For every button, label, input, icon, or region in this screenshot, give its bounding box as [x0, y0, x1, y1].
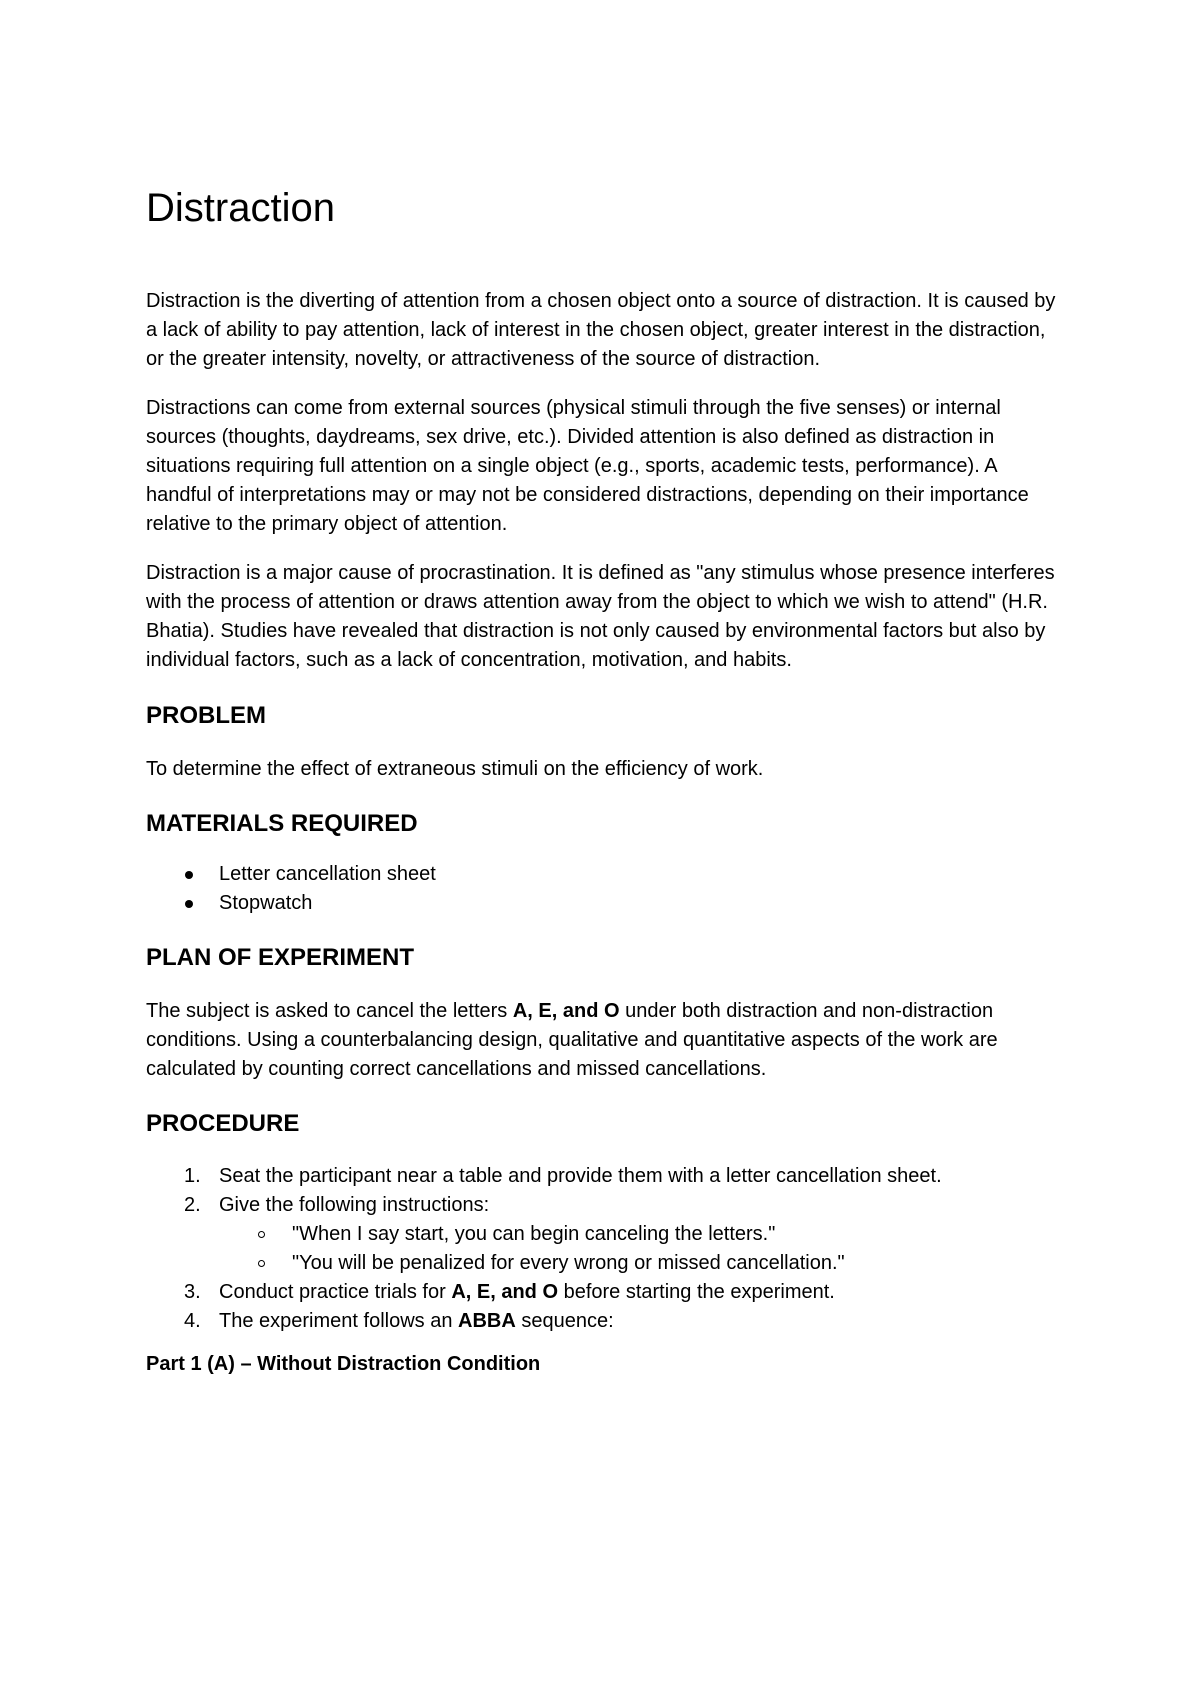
bullet-icon	[185, 900, 193, 908]
procedure-steps	[146, 1162, 1066, 1336]
intro-paragraph-1: Distraction is the diverting of attention from a chosen object onto a source of distraction. It is caused by a lack of ability to pay attention, lack of interest in the chosen object, greater interest in the distraction, or the greater intensity, novelty, or attractiveness of the source of distraction.	[146, 290, 1056, 370]
instruction-text: "When I say start, you can begin canceling the letters."	[292, 1223, 776, 1245]
intro-paragraph-2: Distractions can come from external sources (physical stimuli through the five senses) or internal sources (thoughts, daydreams, sex drive, etc.). Divided attention is also defined as distraction in situations requiring full attention on a single object (e.g., sports, academic tests, performance). A handful of interpretations may or may not be considered distractions, depending on their importance relative to the primary object of attention.	[146, 397, 1029, 535]
part1-heading: Part 1 (A) – Without Distraction Condition	[146, 1353, 541, 1375]
hollow-bullet-icon	[258, 1260, 265, 1267]
plan-text-after: under both distraction and non-distraction conditions. Using a counterbalancing design, qualitative and quantitative aspects of the work are calculated by counting correct cancellations and missed cancellations.	[146, 1000, 998, 1080]
step-text: Give the following instructions:	[219, 1194, 490, 1216]
instruction-list	[219, 1220, 1066, 1278]
procedure-step	[146, 1307, 1066, 1336]
step-number: 2.	[184, 1194, 201, 1216]
plan-bold-letters: A, E, and O	[512, 1000, 620, 1022]
instruction-item	[146, 1220, 1066, 1249]
procedure-step	[146, 1162, 1066, 1191]
step-bold: A, E, and O	[451, 1281, 559, 1303]
page-title: Distraction	[146, 186, 335, 230]
step-text-before: The experiment follows an	[219, 1310, 459, 1332]
problem-text: To determine the effect of extraneous stimuli on the efficiency of work.	[146, 758, 764, 780]
intro-paragraph-3: Distraction is a major cause of procrastination. It is defined as "any stimulus whose presence interferes with the process of attention or draws attention away from the object to which we wish to attend" (H.R. Bhatia). Studies have revealed that distraction is not only caused by environmental factors but also by individual factors, such as a lack of concentration, motivation, and habits.	[146, 562, 1055, 671]
step-number: 1.	[184, 1165, 201, 1187]
step-number: 3.	[184, 1281, 201, 1303]
step-number: 4.	[184, 1310, 201, 1332]
step-text-after: sequence:	[515, 1310, 614, 1332]
materials-item-label: Stopwatch	[219, 892, 313, 914]
procedure-step	[146, 1191, 1066, 1278]
procedure-heading: PROCEDURE	[146, 1110, 300, 1137]
materials-heading: MATERIALS REQUIRED	[146, 810, 418, 837]
problem-heading: PROBLEM	[146, 702, 266, 729]
materials-item	[146, 889, 1066, 918]
materials-list	[146, 860, 1066, 918]
hollow-bullet-icon	[258, 1231, 265, 1238]
plan-heading: PLAN OF EXPERIMENT	[146, 944, 415, 971]
instruction-text: "You will be penalized for every wrong or missed cancellation."	[292, 1252, 845, 1274]
materials-item-label: Letter cancellation sheet	[219, 863, 436, 885]
step-text-before: Conduct practice trials for	[219, 1281, 452, 1303]
instruction-item	[146, 1249, 1066, 1278]
procedure-step	[146, 1278, 1066, 1307]
plan-text-before: The subject is asked to cancel the letters	[146, 1000, 513, 1022]
plan-text	[146, 997, 1066, 1084]
step-text-after: before starting the experiment.	[558, 1281, 835, 1303]
step-text: Seat the participant near a table and provide them with a letter cancellation sheet.	[219, 1165, 942, 1187]
bullet-icon	[185, 871, 193, 879]
step-bold: ABBA	[458, 1310, 516, 1332]
materials-item	[146, 860, 1066, 889]
document-content	[146, 182, 1066, 1379]
